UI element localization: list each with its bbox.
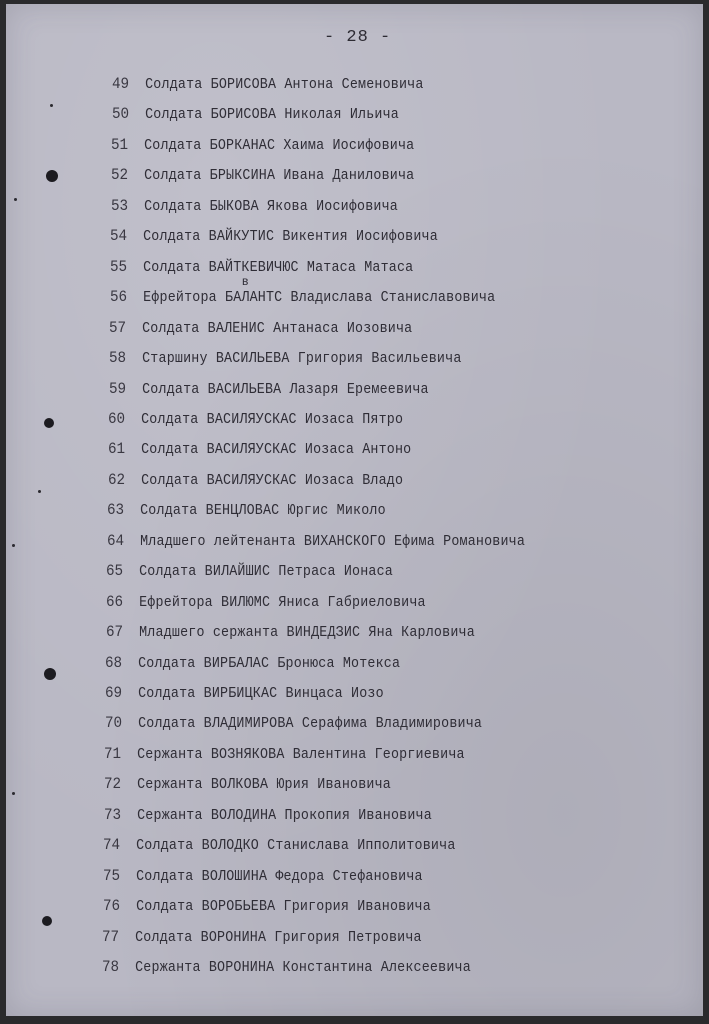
binder-hole (46, 170, 58, 182)
entry-number: 64 (106, 531, 124, 550)
entry-text: Солдата ВЛАДИМИРОВА Серафима Владимировича (137, 716, 482, 733)
entry-number: 66 (106, 592, 124, 611)
entry-text: Солдата ВОЛОШИНА Федора Стефановича (136, 868, 423, 885)
entry-number: 67 (105, 623, 123, 642)
list-item (112, 105, 399, 127)
list-item (110, 288, 495, 310)
entry-text: Старшину ВАСИЛЬЕВА Григория Васильевича (142, 351, 462, 368)
entry-number: 62 (107, 470, 125, 489)
entry-text: Солдата БОРКАНАС Хаима Иосифовича (144, 137, 415, 154)
entry-number: 65 (106, 562, 124, 581)
entry-number: 69 (105, 684, 123, 702)
binder-hole (44, 418, 54, 428)
entry-text: Солдата БОРИСОВА Николая Ильича (144, 107, 399, 124)
entry-text: Солдата ВАЙТКЕВИЧЮС Матаса Матаса (143, 259, 414, 276)
entry-number: 72 (104, 775, 122, 794)
list-item (106, 623, 475, 645)
entry-text: Солдата ВОРОНИНА Григория Петровича (135, 929, 423, 946)
list-item (112, 75, 424, 97)
entry-number: 56 (109, 288, 127, 307)
entry-text: Солдата ВОРОБЬЕВА Григория Ивановича (135, 899, 431, 916)
list-item (109, 380, 429, 402)
list-item (108, 471, 403, 493)
paper-speck (38, 490, 41, 493)
list-item (103, 867, 423, 889)
paper-speck (50, 104, 53, 107)
list-item (108, 410, 403, 432)
entry-number: 73 (103, 805, 121, 824)
list-item (111, 166, 414, 188)
entry-number: 50 (111, 105, 129, 124)
entry-text: Солдата ВЕНЦЛОВАС Юргис Миколо (140, 503, 386, 520)
binder-hole (42, 916, 52, 926)
list-item (102, 958, 471, 980)
entry-number: 55 (109, 257, 128, 276)
list-item (105, 684, 384, 706)
list-item (110, 258, 413, 280)
entry-number: 74 (103, 836, 121, 855)
list-item (109, 319, 412, 341)
entry-text: Ефрейтора ВИЛЮМС Яниса Габриеловича (139, 594, 426, 611)
list-item (110, 227, 438, 249)
entry-text: Солдата ВИРБИЦКАС Винцаса Иозо (138, 686, 384, 702)
entry-number: 71 (104, 744, 122, 763)
list-item (102, 928, 422, 950)
entry-number: 58 (108, 349, 127, 368)
entry-number: 78 (102, 958, 120, 977)
list-item (105, 714, 482, 736)
entry-text: Сержанта ВОЛОДИНА Прокопия Ивановича (136, 807, 432, 824)
page-number: - 28 - (324, 28, 392, 47)
list-item (107, 532, 525, 554)
entry-text: Солдата ВОЛОДКО Станислава Ипполитовича (136, 838, 456, 855)
entry-text: Солдата БРЫКСИНА Ивана Даниловича (144, 168, 415, 185)
list-item (104, 806, 432, 828)
paper-speck (14, 198, 17, 201)
entry-text: Сержанта ВОЛКОВА Юрия Ивановича (137, 777, 392, 794)
entry-number: 49 (112, 75, 130, 93)
document-page (6, 4, 703, 1016)
binder-hole (44, 668, 56, 680)
paper-speck (12, 544, 15, 547)
entry-text: Солдата ВАСИЛЯУСКАС Иозаса Антоно (140, 442, 412, 459)
entry-text: Младшего сержанта ВИНДЕДЗИС Яна Карловича (138, 625, 475, 642)
list-item (105, 654, 400, 676)
entry-number: 57 (109, 318, 127, 337)
list-item (103, 836, 456, 858)
entry-list (6, 4, 703, 1016)
list-item (104, 775, 391, 797)
list-item (103, 897, 431, 919)
list-item (106, 562, 393, 584)
list-item (108, 440, 411, 462)
entry-text: Солдата ВАЛЕНИС Антанаса Иозовича (142, 320, 413, 337)
entry-text: Младшего лейтенанта ВИХАНСКОГО Ефима Романовича (139, 533, 525, 550)
entry-text: Сержанта ВОЗНЯКОВА Валентина Георгиевича (137, 746, 466, 763)
entry-number: 70 (104, 714, 122, 733)
entry-text: Солдата ВИЛАЙШИС Петраса Ионаса (139, 564, 394, 581)
entry-number: 75 (103, 866, 121, 885)
entry-text: Солдата БОРИСОВА Антона Семеновича (145, 77, 424, 93)
entry-number: 61 (107, 440, 125, 459)
entry-text: Солдата ВАСИЛЯУСКАС Иозаса Владо (140, 472, 403, 489)
entry-text: Солдата ВАЙКУТИС Викентия Иосифовича (143, 229, 439, 246)
entry-text: Солдата ВИРБАЛАС Бронюса Мотекса (138, 655, 401, 672)
list-item (107, 501, 386, 523)
entry-number: 59 (108, 379, 126, 398)
entry-text: Солдата ВАСИЛЯУСКАС Иозаса Пятро (141, 411, 404, 428)
entry-number: 51 (111, 135, 129, 154)
entry-text: Сержанта ВОРОНИНА Константина Алексеевича (135, 960, 471, 977)
list-item (106, 593, 426, 615)
paper-speck (12, 792, 15, 795)
entry-number: 77 (102, 927, 120, 946)
entry-number: 54 (110, 227, 128, 246)
entry-text: Ефрейтора БАЛАНТС Владислава Станиславовича (142, 290, 495, 307)
handwritten-annotation: в (242, 274, 249, 288)
entry-number: 60 (108, 409, 126, 428)
entry-text: Солдата БЫКОВА Якова Иосифовича (143, 198, 398, 215)
list-item (111, 136, 414, 158)
list-item (104, 745, 465, 767)
entry-number: 53 (110, 196, 128, 215)
list-item (109, 349, 462, 371)
entry-number: 76 (102, 897, 120, 916)
list-item (111, 197, 398, 219)
entry-text: Солдата ВАСИЛЬЕВА Лазаря Еремеевича (141, 381, 429, 398)
entry-number: 63 (107, 501, 125, 520)
entry-number: 68 (105, 653, 123, 672)
entry-number: 52 (110, 166, 129, 185)
